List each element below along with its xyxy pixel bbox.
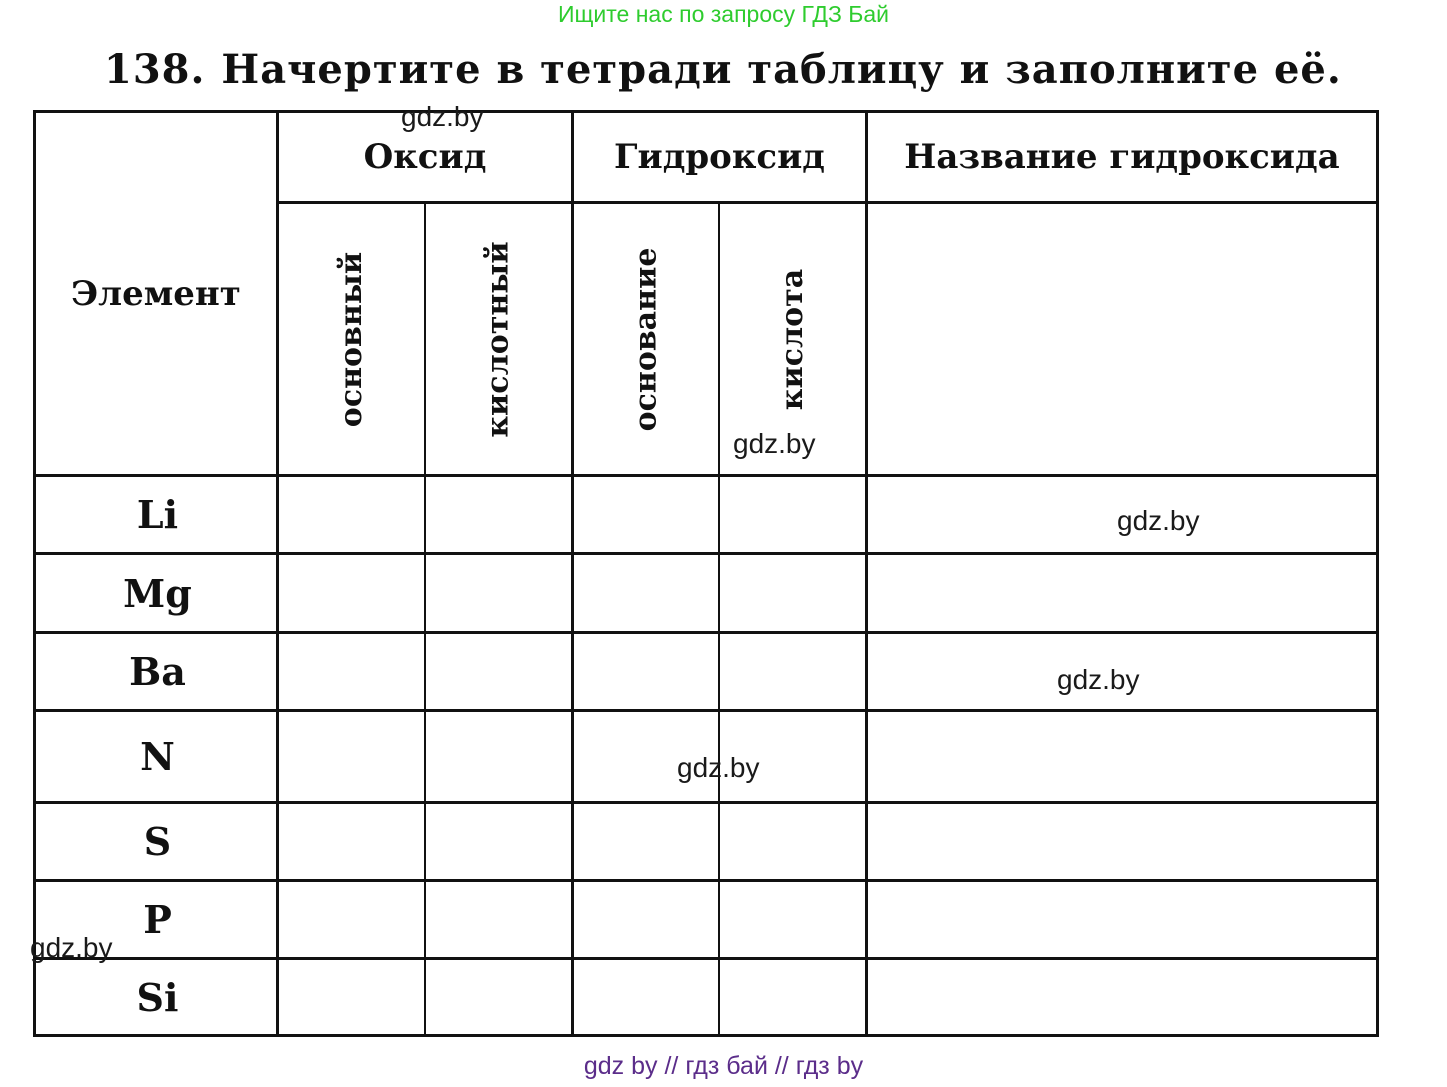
column-line [865, 113, 868, 1034]
header-hydroxide-name: Название гидроксида [904, 137, 1340, 177]
header-oxide: Оксид [363, 137, 487, 177]
element-table [33, 110, 1379, 1037]
element-si: Si [136, 974, 179, 1020]
task-number: 138. [104, 46, 206, 93]
task-heading [104, 42, 1404, 98]
watermark: gdz.by [1117, 505, 1200, 536]
subheader-basic-label: основный [334, 251, 369, 427]
subheader-base-label: основание [628, 247, 664, 431]
watermark: gdz.by [401, 101, 484, 132]
subheader-base [574, 204, 718, 474]
footer-links: gdz by // гдз бай // гдз by [583, 1052, 864, 1080]
watermark: gdz.by [30, 932, 113, 963]
watermark: gdz.by [733, 428, 816, 459]
element-s: S [143, 819, 172, 864]
subheader-acidic-label: кислотный [481, 240, 516, 438]
element-n: N [140, 734, 175, 779]
element-p: P [143, 897, 172, 942]
task-text: Начертите в тетради таблицу и заполните её. [221, 46, 1342, 93]
subheader-acidic [426, 204, 571, 474]
subheader-acid-label: кислота [775, 268, 810, 410]
element-mg: Mg [123, 570, 192, 616]
watermark: gdz.by [1057, 664, 1140, 695]
watermark: gdz.by [677, 752, 760, 783]
subheader-basic [279, 204, 424, 474]
element-ba: Ba [129, 649, 186, 694]
header-element: Элемент [71, 273, 241, 314]
header-hydroxide: Гидроксид [614, 137, 825, 177]
top-banner: Ищите нас по запросу ГДЗ Бай [557, 1, 890, 27]
element-li: Li [136, 492, 179, 537]
